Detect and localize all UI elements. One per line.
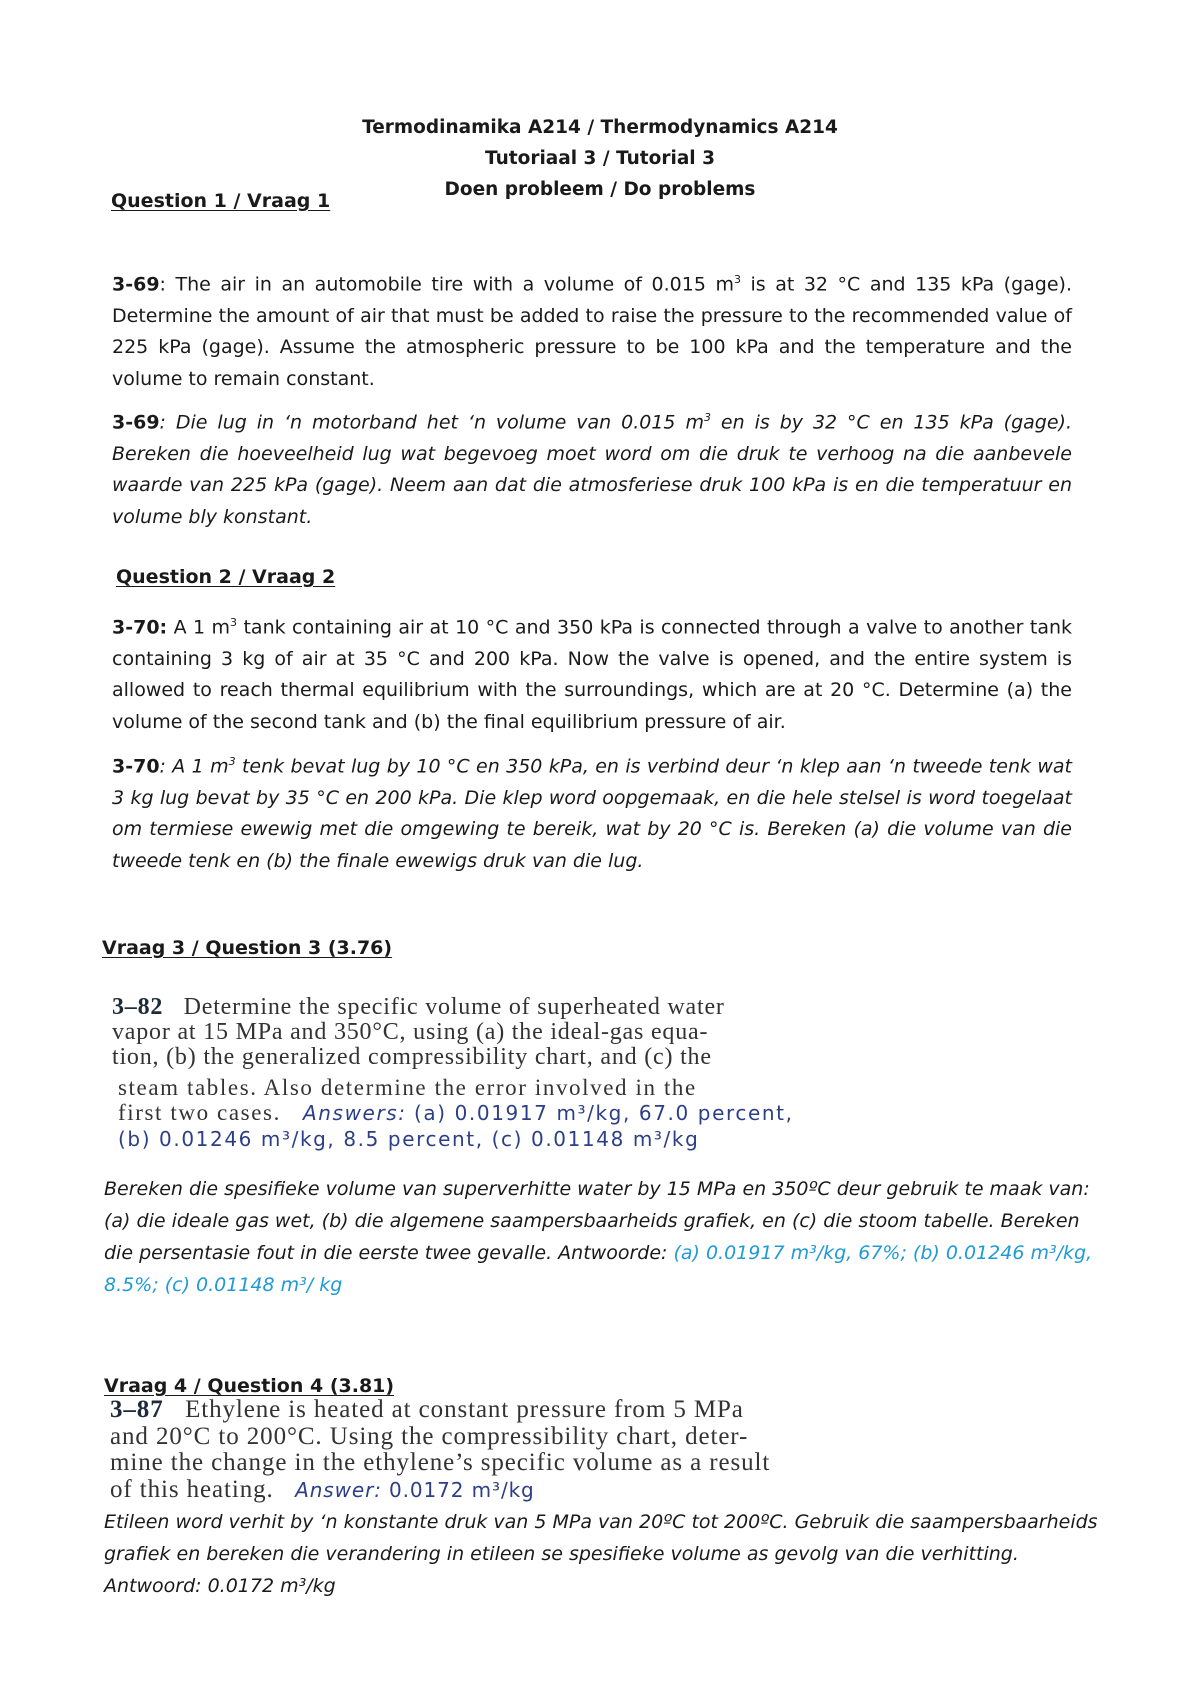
problem-number: 3-70: xyxy=(112,616,168,639)
question-3-afrikaans: Bereken die spesifieke volume van superverhitte water by 15 MPa en 350ºC deur gebruik te maak van: (a) die ideale gas wet, (b) die algemene saampersbaarheids grafiek, en (c) die stoom tabelle. Bereken die persentasie fout in die eerste twee gevalle. Antwoorde: (a) 0.01917 m³/kg, 67%; (b) 0.01246 m³/kg, 8.5%; (c) 0.01148 m³/ kg xyxy=(104,1178,1093,1296)
textbook-answer: 0.0172 m³/kg xyxy=(389,1477,535,1502)
question-2-afrikaans: 3-70: A 1 $m^3$ tenk bevat lug by 10 °C en 350 kPa, en is verbind deur ‘n klep aan ‘n tweede tenk wat 3 kg lug bevat by 35 °C en 200 kPa. Die klep word oopgemaak, en die hele stelsel is word toegelaat om termiese ewewig met die omgewing te bereik, wat by 20 °C is. Bereken (a) die volume van die tweede tenk en (b) the finale ewewigs druk van die lug. xyxy=(112,755,1072,872)
course-title: Termodinamika A214 / Thermodynamics A214 xyxy=(362,117,838,138)
tutorial-subtitle: Doen probleem / Do problems xyxy=(444,179,756,200)
question-2-english: 3-70: A 1 $m^3$ tank containing air at 10 °C and 350 kPa is connected through a valve to another tank containing 3 kg of air at 35 °C and 200 kPa. Now the valve is opened, and the entire system is allowed to reach thermal equilibrium with the surroundings, which are at 20 °C. Determine (a) the volume of the second tank and (b) the final equilibrium pressure of air. xyxy=(112,616,1073,733)
tutorial-title: Tutoriaal 3 / Tutorial 3 xyxy=(485,148,715,169)
question-4-afrikaans: Etileen word verhit by ‘n konstante druk van 5 MPa van 20ºC tot 200ºC. Gebruik die saampersbaarheids grafiek en bereken die verandering in etileen se spesifieke volume as gevolg van die verhitting. Antwoord: 0.0172 m³/kg xyxy=(104,1511,1098,1597)
question-1-heading: Question 1 / Vraag 1 xyxy=(111,190,331,212)
textbook-excerpt-3-87: 3–87 Ethylene is heated at constant pressure from 5 MPa and 20°C to 200°C. Using the compressibility chart, deter- mine the change in the ethylene’s specific volume as a result of this heating. Answer: 0.0172 m³/kg xyxy=(110,1396,771,1503)
textbook-problem-number: 3–82 xyxy=(112,994,164,1020)
problem-number: 3-70 xyxy=(112,755,160,778)
question-4-heading: Vraag 4 / Question 4 (3.81) xyxy=(104,1375,395,1397)
question-3-heading: Vraag 3 / Question 3 (3.76) xyxy=(102,937,393,959)
problem-number: 3-69 xyxy=(112,411,160,434)
question-2-heading: Question 2 / Vraag 2 xyxy=(116,566,336,588)
question-1-afrikaans: 3-69: Die lug in ‘n motorband het ‘n volume van 0.015 $m^3$ en is by 32 °C en 135 kPa (gage). Bereken die hoeveelheid lug wat begevoeg moet word om die druk te verhoog na die aanbevele waarde van 225 kPa (gage). Neem aan dat die atmosferiese druk 100 kPa is en die temperatuur en volume bly konstant. xyxy=(112,411,1072,528)
textbook-problem-number: 3–87 xyxy=(110,1396,164,1423)
textbook-answer: (b) 0.01246 m³/kg, 8.5 percent, (c) 0.01148 m³/kg xyxy=(118,1127,700,1151)
textbook-excerpt-3-82: 3–82 Determine the specific volume of superheated water vapor at 15 MPa and 350°C, using (a) the ideal-gas equa- tion, (b) the generalized compressibility chart, and (c) the xyxy=(112,994,725,1070)
problem-number: 3-69 xyxy=(112,273,160,296)
question-1-english: 3-69: The air in an automobile tire with a volume of 0.015 $m^3$ is at 32 °C and 135 kPa (gage). Determine the amount of air that must be added to raise the pressure to the recommended value of 225 kPa (gage). Assume the atmospheric pressure to be 100 kPa and the temperature and the volume to remain constant. xyxy=(112,273,1073,390)
afrikaans-answer: (a) 0.01917 m³/kg, 67%; (b) 0.01246 m³/kg, 8.5%; (c) 0.01148 m³/ kg xyxy=(104,1242,1093,1296)
answers-label: Answers: xyxy=(303,1101,407,1125)
answer-label: Answer: xyxy=(295,1477,382,1502)
textbook-excerpt-3-82-continued: steam tables. Also determine the error involved in the first two cases. Answers: (a) 0.01917 m³/kg, 67.0 percent, (b) 0.01246 m³/kg, 8.5 percent, (c) 0.01148 m³/kg xyxy=(118,1075,794,1151)
textbook-answer: (a) 0.01917 m³/kg, 67.0 percent, xyxy=(413,1101,794,1125)
